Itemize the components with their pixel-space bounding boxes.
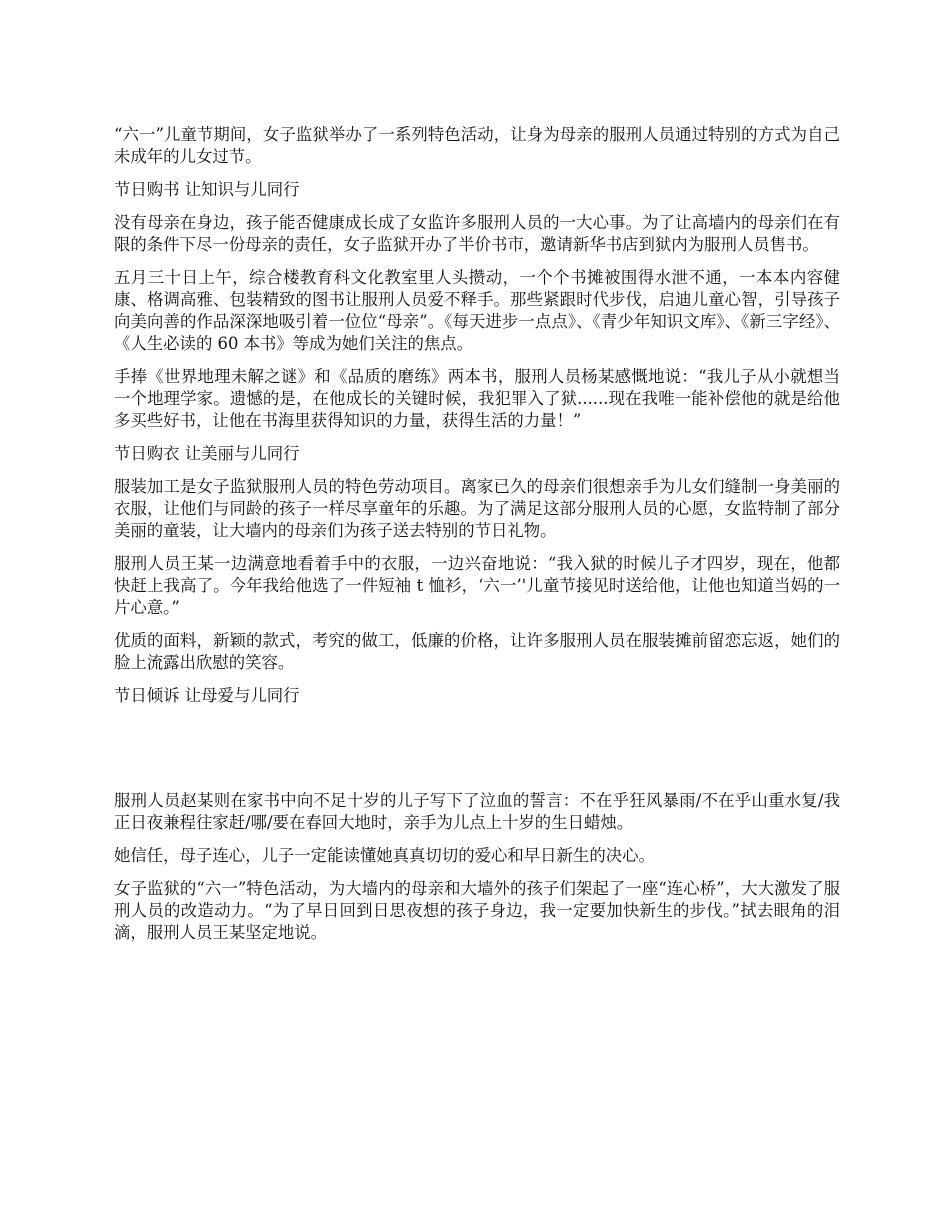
- paragraph-confide-1: 服刑人员赵某则在家书中向不足十岁的儿子写下了泣血的誓言：不在乎狂风暴雨/不在乎山重水复/我正日夜兼程往家赶/哪/要在春回大地时，亲手为儿点上十岁的生日蜡烛。: [114, 791, 840, 832]
- paragraph-books-1: 没有母亲在身边，孩子能否健康成长成了女监许多服刑人员的一大心事。为了让高墙内的母亲们在有限的条件下尽一份母亲的责任，女子监狱开办了半价书市，邀请新华书店到狱内为服刑人员售书。: [114, 213, 840, 254]
- section-heading-clothes: 节日购衣 让美丽与儿同行: [114, 444, 300, 463]
- paragraph-conclusion: 女子监狱的“六一”特色活动，为大墙内的母亲和大墙外的孩子们架起了一座“连心桥”，大大激发了服刑人员的改造动力。“为了早日回到日思夜想的孩子身边，我一定要加快新生的步伐。”拭去眼角的泪滴，服刑人员王某坚定地说。: [114, 879, 840, 942]
- paragraph-confide-2: 她信任，母子连心，儿子一定能读懂她真真切切的爱心和早日新生的决心。: [114, 846, 655, 865]
- paragraph-clothes-1: 服装加工是女子监狱服刑人员的特色劳动项目。离家已久的母亲们很想亲手为儿女们缝制一身美丽的衣服，让他们与同龄的孩子一样尽享童年的乐趣。为了满足这部分服刑人员的心愿，女监特制了部分美丽的童装，让大墙内的母亲们为孩子送去特别的节日礼物。: [114, 477, 840, 540]
- section-heading-confide: 节日倾诉 让母爱与儿同行: [114, 686, 300, 705]
- paragraph-clothes-3: 优质的面料，新颖的款式，考究的做工，低廉的价格，让许多服刑人员在服装摊前留恋忘返，她们的脸上流露出欣慰的笑容。: [114, 631, 840, 672]
- paragraph-books-2: 五月三十日上午，综合楼教育科文化教室里人头攒动，一个个书摊被围得水泄不通，一本本内容健康、格调高雅、包装精致的图书让服刑人员爱不释手。那些紧跟时代步伐，启迪儿童心智，引导孩子向美向善的作品深深地吸引着一位位“母亲”。《每天进步一点点》、《青少年知识文库》、《新三字经》、《人生必读的 60 本书》等成为她们关注的焦点。: [114, 268, 840, 353]
- document-body: [114, 124, 840, 955]
- paragraph-intro: “六一”儿童节期间，女子监狱举办了一系列特色活动，让身为母亲的服刑人员通过特别的方式为自己未成年的儿女过节。: [114, 125, 840, 166]
- section-heading-books: 节日购书 让知识与儿同行: [114, 180, 300, 199]
- paragraph-books-3: 手捧《世界地理未解之谜》和《品质的磨练》两本书，服刑人员杨某感慨地说：“我儿子从小就想当一个地理学家。遗憾的是，在他成长的关键时候，我犯罪入了狱......现在我唯一能补偿他的就是给他多买些好书，让他在书海里获得知识的力量，获得生活的力量！”: [114, 367, 840, 430]
- paragraph-clothes-2: 服刑人员王某一边满意地看着手中的衣服，一边兴奋地说：“我入狱的时候儿子才四岁，现在，他都快赶上我高了。今年我给他选了一件短袖 t 恤衫，‘六一’'儿童节接见时送给他，让他也知道当妈的一片心意。”: [114, 554, 840, 617]
- blank-space: [114, 718, 840, 790]
